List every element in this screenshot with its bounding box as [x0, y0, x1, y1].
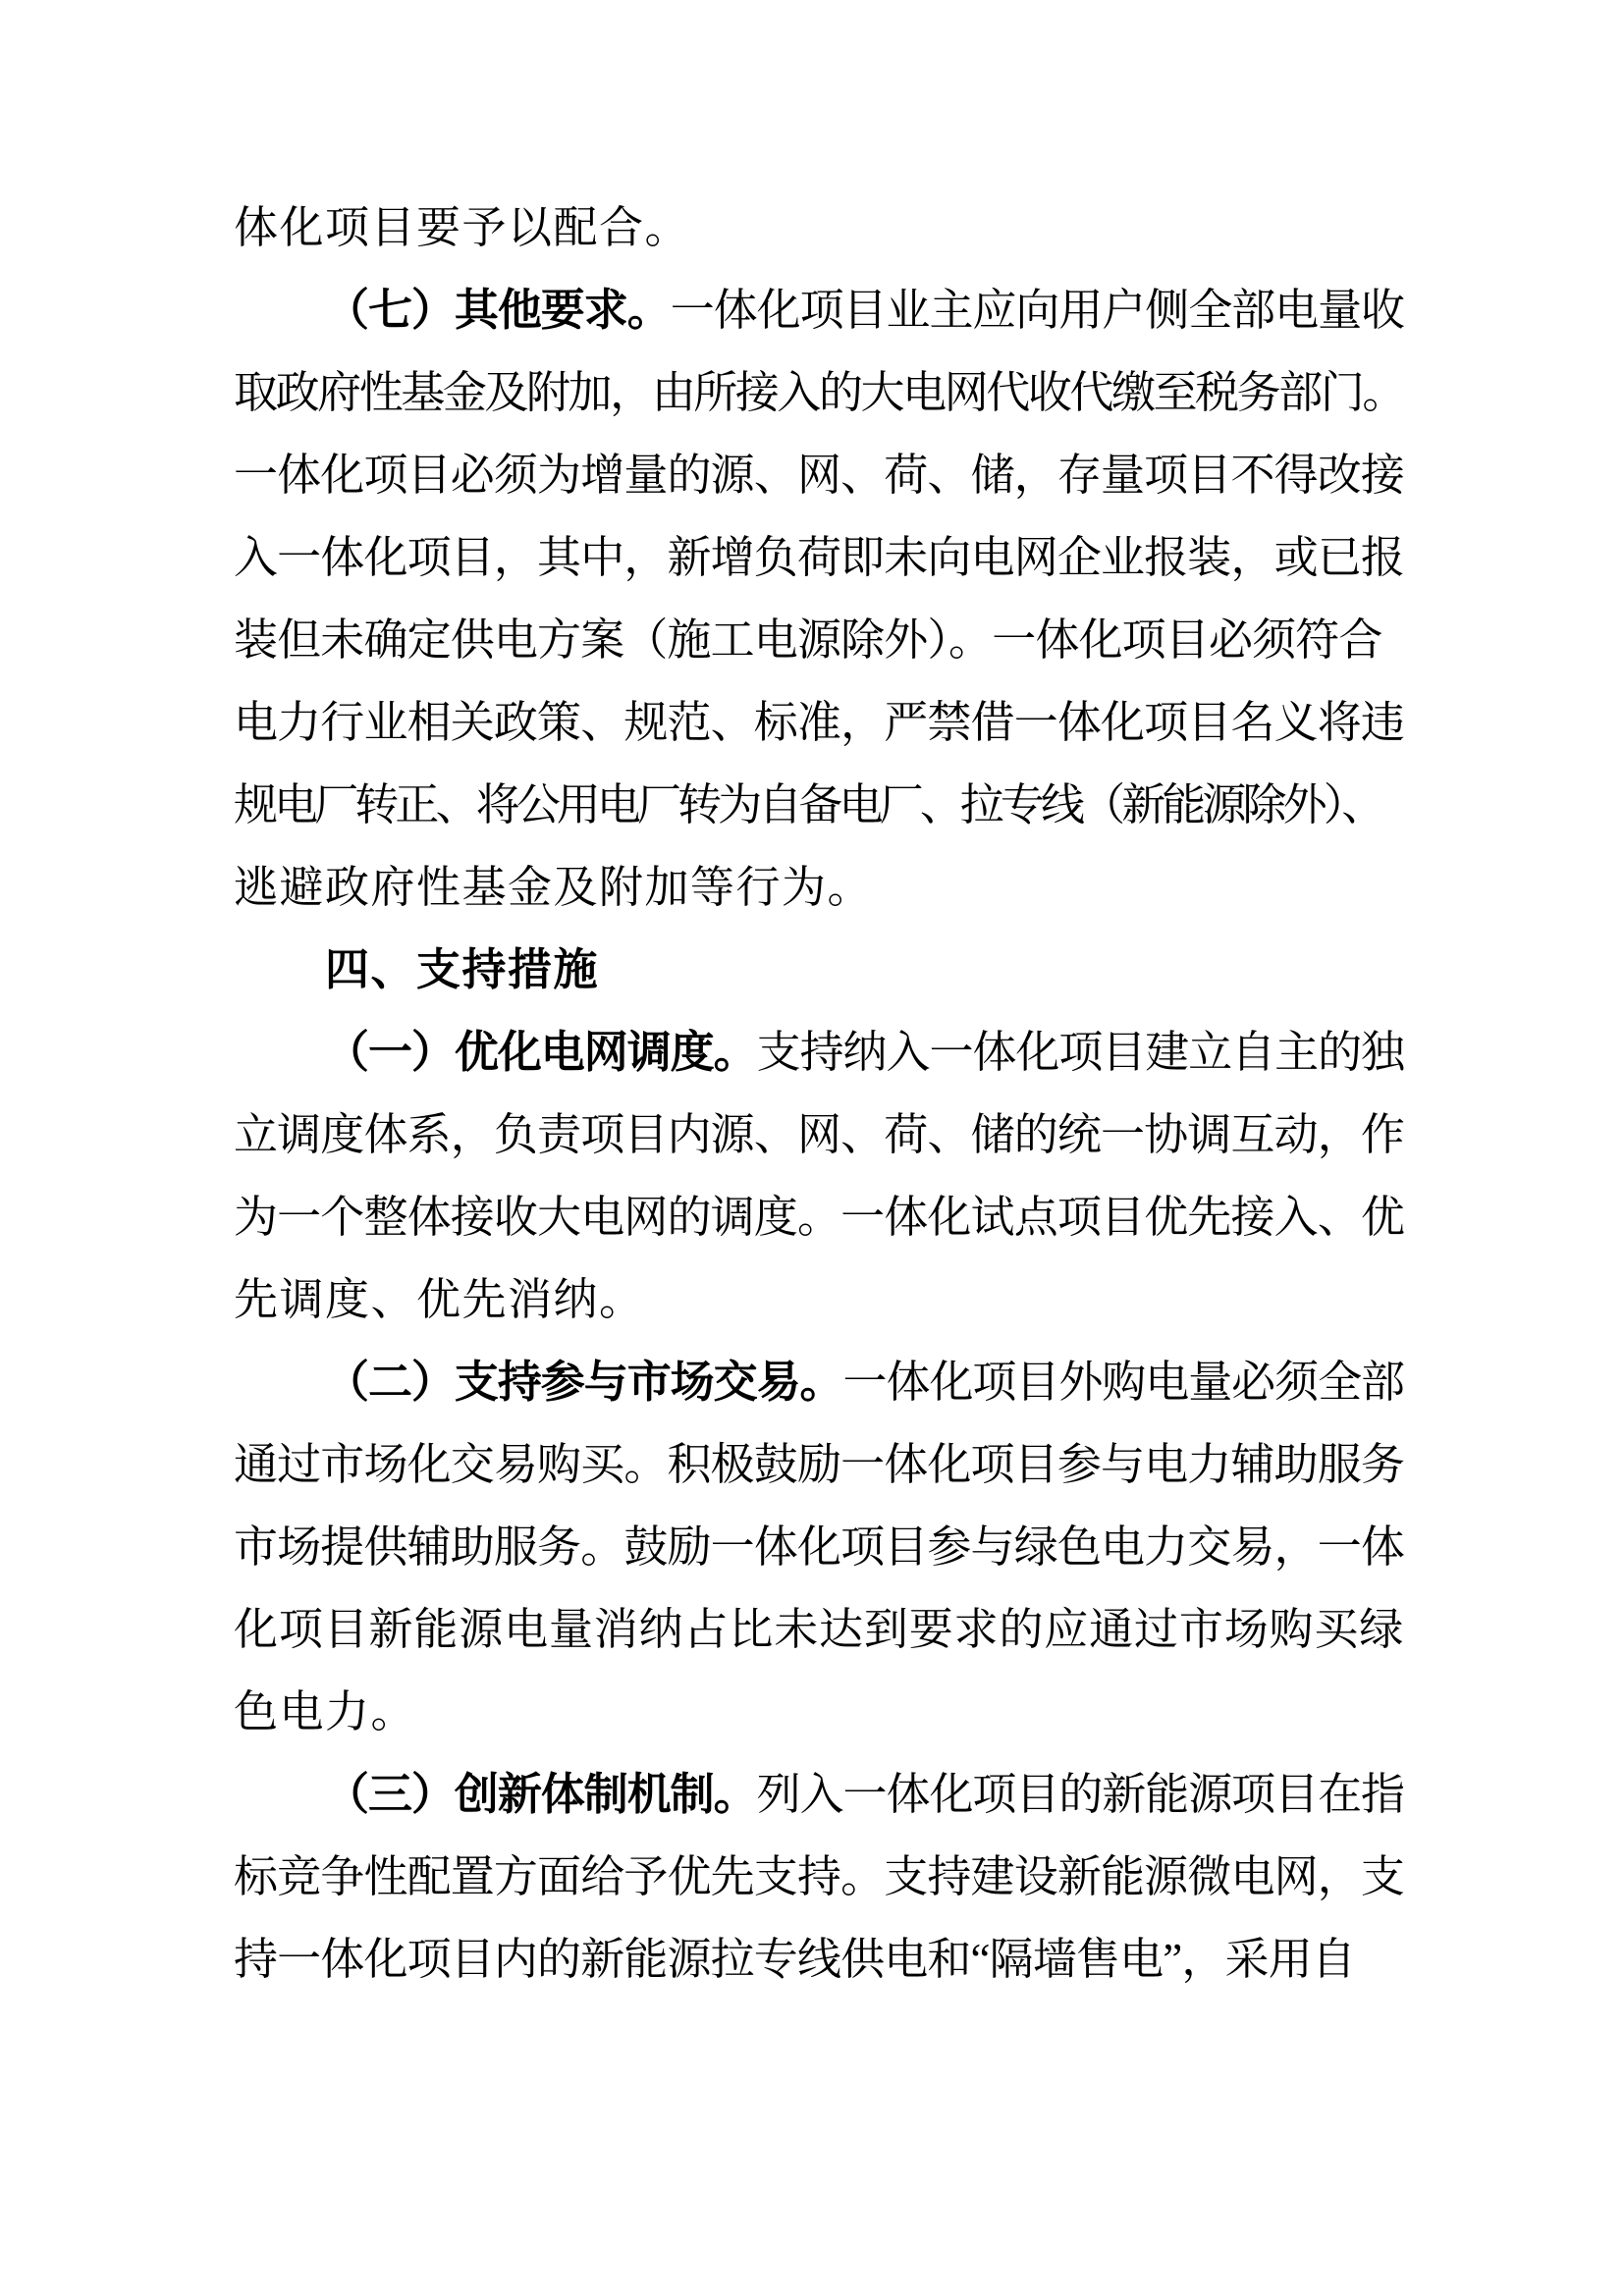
- body-text: 电力行业相关政策、规范、标准，严禁借一体化项目名义将违: [234, 698, 1405, 747]
- text-line: [234, 681, 1404, 764]
- body-text: 通过市场化交易购买。积极鼓励一体化项目参与电力辅助服务: [234, 1440, 1405, 1489]
- body-text: 支持纳入一体化项目建立自主的独: [756, 1028, 1405, 1077]
- text-line: [234, 1506, 1404, 1588]
- section-heading-line: [234, 929, 1404, 1011]
- body-text: 装但未确定供电方案（施工电源除外）。一体化项目必须符合: [234, 615, 1382, 665]
- text-line: [234, 1671, 1404, 1753]
- body-text: 先调度、优先消纳。: [234, 1275, 645, 1324]
- text-line: [234, 1918, 1404, 2001]
- text-line: [234, 516, 1404, 599]
- bold-lead-text: （三）创新体制机制。: [325, 1770, 757, 1819]
- text-line: [234, 599, 1404, 681]
- body-text: 一体化项目业主应向用户侧全部电量收: [670, 286, 1405, 335]
- bold-lead-text: （七）其他要求。: [325, 286, 671, 335]
- body-text: 逃避政府性基金及附加等行为。: [234, 863, 874, 912]
- text-line: [234, 1836, 1404, 1918]
- body-text: 一体化项目必须为增量的源、网、荷、储，存量项目不得改接: [234, 451, 1405, 500]
- body-text: 标竞争性配置方面给予优先支持。支持建设新能源微电网，支: [234, 1852, 1405, 1901]
- text-line: [234, 351, 1404, 434]
- text-line: [234, 1094, 1404, 1176]
- text-line: [234, 846, 1404, 929]
- body-text: 持一体化项目内的新能源拉专线供电和“隔墙售电”，采用自: [234, 1935, 1355, 1984]
- body-text: 色电力。: [234, 1687, 417, 1736]
- heading-text: 四、支持措施: [325, 944, 600, 994]
- body-text: 立调度体系，负责项目内源、网、荷、储的统一协调互动，作: [234, 1110, 1405, 1159]
- text-line: [234, 1753, 1404, 1836]
- text-line: [234, 1258, 1404, 1341]
- body-text: 一体化项目外购电量必须全部: [842, 1358, 1405, 1407]
- body-text: 规电厂转正、将公用电厂转为自备电厂、拉专线（新能源除外）、: [234, 780, 1382, 829]
- body-text: 列入一体化项目的新能源项目在指: [756, 1770, 1405, 1819]
- text-line: [234, 1011, 1404, 1094]
- document-body: [234, 187, 1404, 2001]
- text-line: [234, 269, 1404, 351]
- body-text: 取政府性基金及附加，由所接入的大电网代收代缴至税务部门。: [234, 368, 1404, 417]
- body-text: 市场提供辅助服务。鼓励一体化项目参与绿色电力交易，一体: [234, 1522, 1405, 1572]
- body-text: 体化项目要予以配合。: [234, 203, 691, 252]
- body-text: 入一体化项目，其中，新增负荷即未向电网企业报装，或已报: [234, 533, 1405, 582]
- text-line: [234, 434, 1404, 516]
- text-line: [234, 1176, 1404, 1258]
- body-text: 化项目新能源电量消纳占比未达到要求的应通过市场购买绿: [234, 1605, 1405, 1654]
- text-line: [234, 764, 1404, 846]
- text-line: [234, 1423, 1404, 1506]
- text-line: [234, 1588, 1404, 1671]
- text-line: [234, 187, 1404, 269]
- text-line: [234, 1341, 1404, 1423]
- body-text: 为一个整体接收大电网的调度。一体化试点项目优先接入、优: [234, 1193, 1405, 1242]
- bold-lead-text: （二）支持参与市场交易。: [325, 1358, 843, 1407]
- bold-lead-text: （一）优化电网调度。: [325, 1028, 757, 1077]
